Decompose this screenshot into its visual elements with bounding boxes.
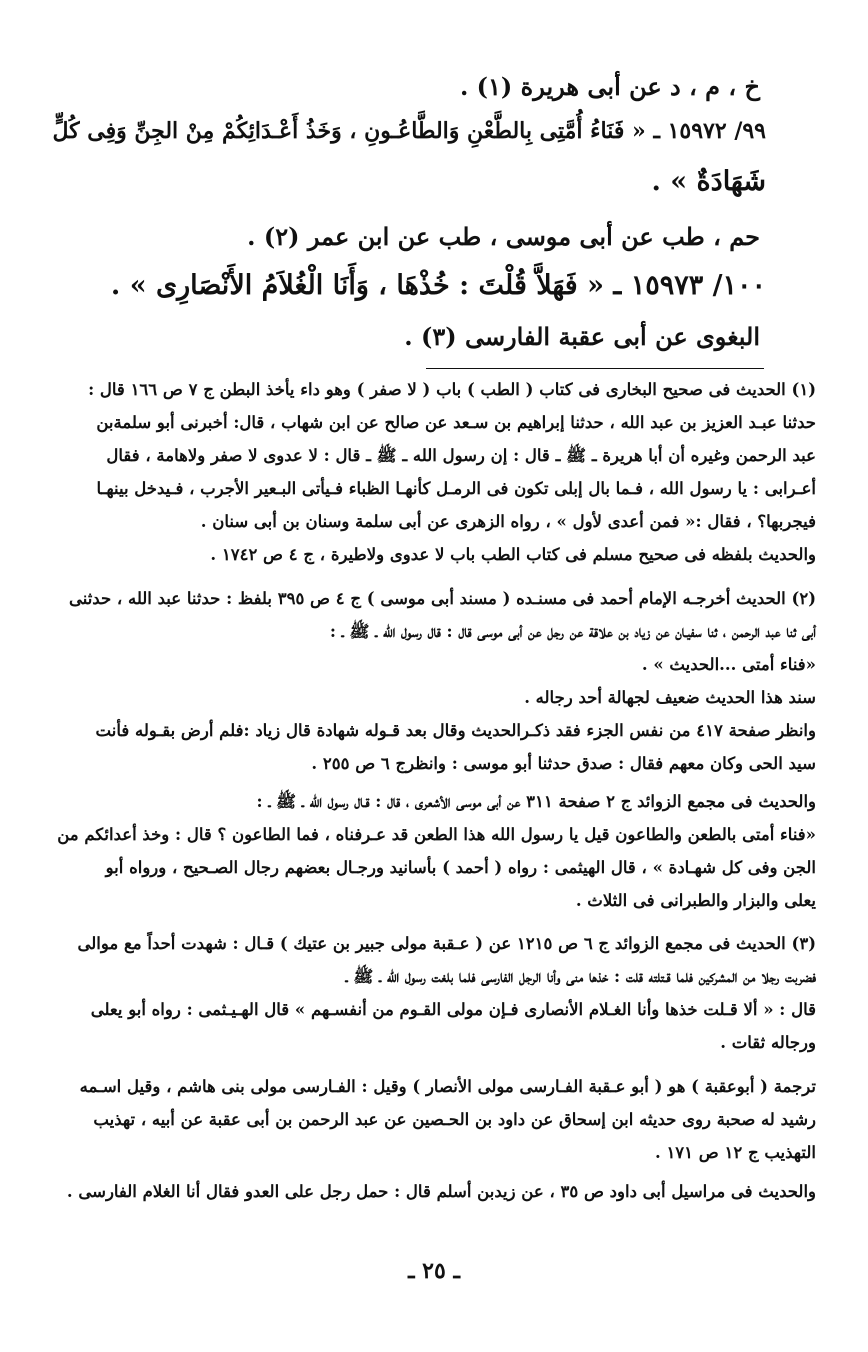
footnote-line: والحديث بلفظه فى صحيح مسلم فى كتاب الطب باب لا عدوى ولاطيرة ، ج ٤ ص ١٧٤٢ .: [210, 545, 816, 564]
footnote-1-start: (١) الحديث فى صحيح البخارى فى كتاب ( الطب ) باب ( لا صفر ) وهو داء يأخذ البطن ج ٧ ص ١٦٦ قال :: [88, 380, 816, 399]
footnote-line: أعـرابى : يا رسول الله ، فـما بال إبلى تكون فى الرمـل كأنهـا الظباء فـيأتى البـعير الأجرب ، فـيدخل بينهـا: [96, 479, 816, 498]
footnote-2-start: (٢) الحديث أخرجـه الإمام أحمد فى مسنـده ( مسند أبى موسى ) ج ٤ ص ٣٩٥ بلفظ : حدثنا عبد الله ، حدثنى: [68, 589, 816, 608]
footnote-line: يعلى والبزار والطبرانى فى الثلاث .: [575, 891, 816, 910]
footnote-line: سيد الحى وكان معهم فقال : صدق حدثنا أبو موسى : وانظرج ٦ ص ٢٥٥ .: [311, 754, 816, 773]
footnote-line: ورجاله ثقات .: [720, 1033, 816, 1052]
footnote-line: ترجمة ( أبوعقبة ) هو ( أبو عـقبة الفـارسى مولى الأنصار ) وقيل : الفـارسى مولى بنى هاشم ، وقيل اسـمه: [79, 1077, 816, 1096]
footnote-line: سند هذا الحديث ضعيف لجهالة أحد رجاله .: [524, 688, 816, 707]
footnote-line: قال : « ألا قـلت خذها وأنا الغـلام الأنصارى فـإن مولى القـوم من أنفسـهم » قال الهـيـثمى : رواه أبو يعلى: [90, 1000, 816, 1019]
footnote-line: رشيد له صحبة روى حديثه ابن إسحاق عن داود بن الحـصين عن عبد الرحمن بن أبى عقبة عن أبيه ، تهذيب: [93, 1110, 816, 1129]
footnote-line: أبى ثنا عبد الرحمن ، ثنا سفيـان عن زياد بن علاقة عن رجل عن أبى موسى قال : قال رسول الله ـ ﷺ ـ :: [329, 622, 816, 641]
main-line: شَهَادَةٌ » .: [651, 166, 766, 197]
footnote-line: والحديث فى مراسيل أبى داود ص ٣٥ ، عن زيدبن أسلم قال : حمل رجل على العدو فقال أنا الغلام الفارسى .: [66, 1182, 816, 1201]
footnote-line: «فناء أمتى ...الحديث » .: [641, 655, 816, 674]
footnote-line: حدثنا عبـد العزيز بن عبد الله ، حدثنا إبراهيم بن سـعد عن صالح عن ابن شهاب ، قال: أخبرنى أبو سلمةبن: [96, 413, 816, 432]
hadith-99: ٩٩/ ١٥٩٧٢ ـ « فَنَاءُ أُمَّتِى بِالطَّعْنِ وَالطَّاعُـونِ ، وَخَذُ أَعْـدَائِكُمْ مِنْ الجِنِّ وَفِى كُلٍّ: [52, 118, 766, 144]
footnote-line: عبد الرحمن وغيره أن أبا هريرة ـ ﷺ ـ قال : إن رسول الله ـ ﷺ ـ قال : لا عدوى لا صفر ولاهامة ، فقال: [106, 446, 816, 465]
footnote-line: فضربت رجلا من المشركين فلما قـتلته قلت : خذها منى وأنا الرجل الفارسى فلما بلغت رسول الله ـ ﷺ ـ: [345, 967, 816, 986]
footnote-line: فيجربها؟ ، فقال :« فمن أعدى لأول » ، رواه الزهرى عن أبى سلمة وسنان بن أبى سنان .: [200, 512, 816, 531]
footnote-line: والحديث فى مجمع الزوائد ج ٢ صفحة ٣١١ عن أبى موسى الأشعرى ، قال : قـال رسول الله ـ ﷺ ـ :: [256, 792, 816, 811]
main-line: حم ، طب عن أبى موسى ، طب عن ابن عمر (٢) .: [247, 222, 760, 251]
footnote-line: «فناء أمتى بالطعن والطاعون قيل يا رسول الله هذا الطعن قد عـرفناه ، فما الطاعون ؟ قال : وخذ أعدائكم من: [57, 825, 816, 844]
footnote-3-start: (٣) الحديث فى مجمع الزوائد ج ٦ ص ١٢١٥ عن ( عـقبة مولى جبير بن عتيك ) قـال : شهدت أحداً مع موالى: [77, 934, 816, 953]
page-number: ـ ٢٥ ـ: [408, 1258, 460, 1284]
hadith-100: ١٠٠/ ١٥٩٧٣ ـ « فَهَلاَّ قُلْتَ : خُذْهَا ، وَأَنَا الْغُلاَمُ الأَنْصَارِى » .: [110, 270, 766, 301]
footnote-line: وانظر صفحة ٤١٧ من نفس الجزء فقد ذكـرالحديث وقال بعد قـوله شهادة قال زياد :فلم أرض بقـوله فأنت: [95, 721, 816, 740]
main-line: البغوى عن أبى عقبة الفارسى (٣) .: [404, 322, 760, 351]
main-line: خ ، م ، د عن أبى هريرة (١) .: [459, 72, 760, 101]
footnote-line: التهذيب ج ١٢ ص ١٧١ .: [654, 1143, 816, 1162]
footnote-line: الجن وفى كل شهـادة » ، قال الهيثمى : رواه ( أحمد ) بأسانيد ورجـال بعضهم رجال الصـحيح ، ورواه أبو: [105, 858, 816, 877]
footnote-separator: [426, 368, 764, 369]
